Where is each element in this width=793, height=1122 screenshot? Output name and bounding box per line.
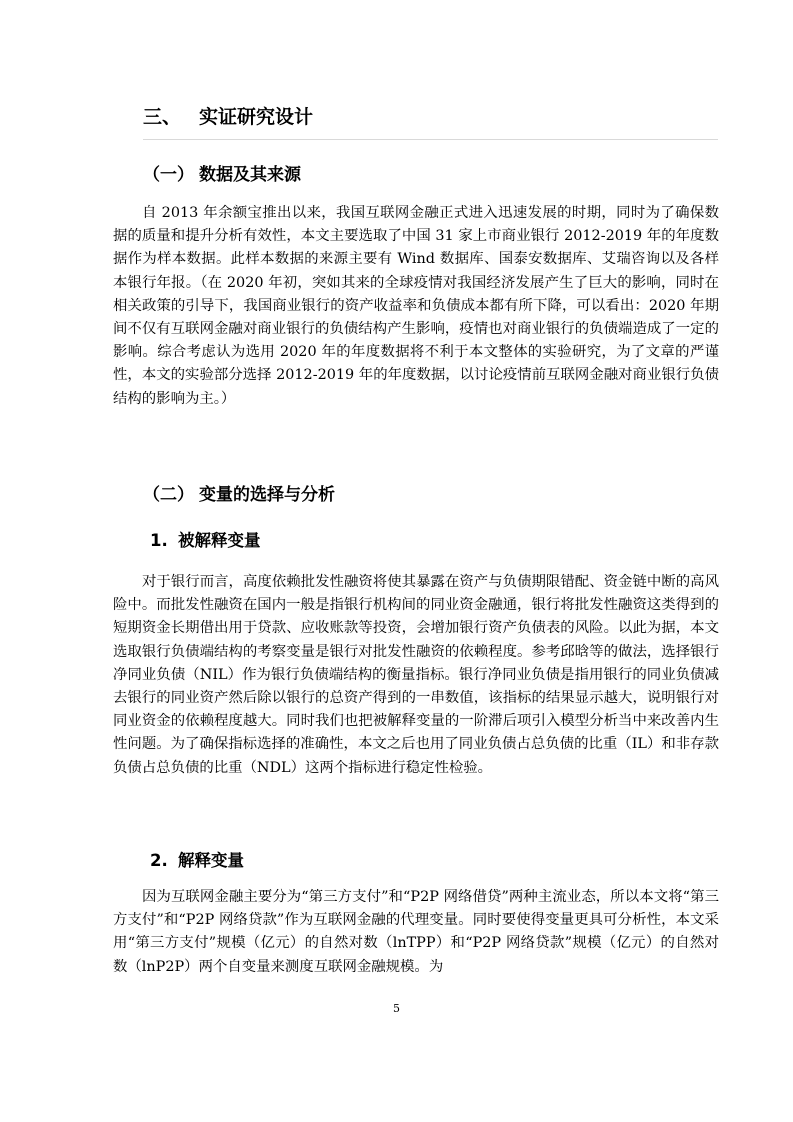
paragraph-dependent-variable: 对于银行而言，高度依赖批发性融资将使其暴露在资产与负债期限错配、资金链中断的高风险中。而批发性融资在国内一般是指银行机构间的同业资金融通，银行将批发性融资这类得到的短期资金长期借出用于贷款、应收账款等投资，会增加银行资产负债表的风险。以此为据，本文选取银行负债端结构的考察变量是银行对批发性融资的依赖程度。参考邱晗等的做法，选择银行净同业负债（NIL）作为银行负债端结构的衡量指标。银行净同业负债是指用银行的同业负债减去银行的同业资产然后除以银行的总资产得到的一串数值，该指标的结果显示越大，说明银行对同业资金的依赖程度越大。同时我们也把被解释变量的一阶滞后项引入模型分析当中来改善内生性问题。为了确保指标选择的准确性，本文之后也用了同业负债占总负债的比重（IL）和非存款负债占总负债的比重（NDL）这两个指标进行稳定性检验。 [113, 574, 719, 776]
section-heading [143, 102, 718, 140]
section-number: 三、 [143, 106, 182, 128]
subsection-heading-variables [143, 480, 335, 505]
item-title: 解释变量 [178, 851, 244, 870]
item-heading-dependent-variable [150, 527, 261, 551]
paragraph-explanatory-variable: 因为互联网金融主要分为“第三方支付”和“P2P 网络借贷”两种主流业态，所以本文将“第三方支付”和“P2P 网络贷款”作为互联网金融的代理变量。同时要使得变量更具可分析性，本文采用“第三方支付”规模（亿元）的自然对数（lnTPP）和“P2P 网络贷款”规模（亿元）的自然对数（lnP2P）两个自变量来测度互联网金融规模。为 [113, 889, 719, 975]
subsection-title: 变量的选择与分析 [199, 485, 335, 505]
paragraph-data-source: 自 2013 年余额宝推出以来，我国互联网金融正式进入迅速发展的时期，同时为了确保数据的质量和提升分析有效性，本文主要选取了中国 31 家上市商业银行 2012-2019 年的年度数据作为样本数据。此样本数据的来源主要有 Wind 数据库、国泰安数据库、艾瑞咨询以及各样本银行年报。（在 2020 年初，突如其来的全球疫情对我国经济发展产生了巨大的影响，同时在相关政策的引导下，我国商业银行的资产收益率和负债成本都有所下降，可以看出：2020 年期间不仅有互联网金融对商业银行的负债结构产生影响，疫情也对商业银行的负债端造成了一定的影响。综合考虑认为选用 2020 年的年度数据将不利于本文整体的实验研究，为了文章的严谨性，本文的实验部分选择 2012-2019 年的年度数据，以讨论疫情前互联网金融对商业银行负债结构的影响为主。） [113, 205, 719, 407]
item-number: 1. [150, 531, 168, 550]
item-title: 被解释变量 [178, 531, 261, 550]
page-number: 5 [393, 1002, 400, 1015]
subsection-title: 数据及其来源 [199, 165, 301, 185]
subsection-heading-data-source [143, 160, 301, 185]
subsection-number: （一） [143, 165, 194, 185]
item-number: 2. [150, 851, 168, 870]
section-title: 实证研究设计 [199, 106, 314, 128]
subsection-number: （二） [143, 485, 194, 505]
item-heading-explanatory-variable [150, 847, 244, 871]
